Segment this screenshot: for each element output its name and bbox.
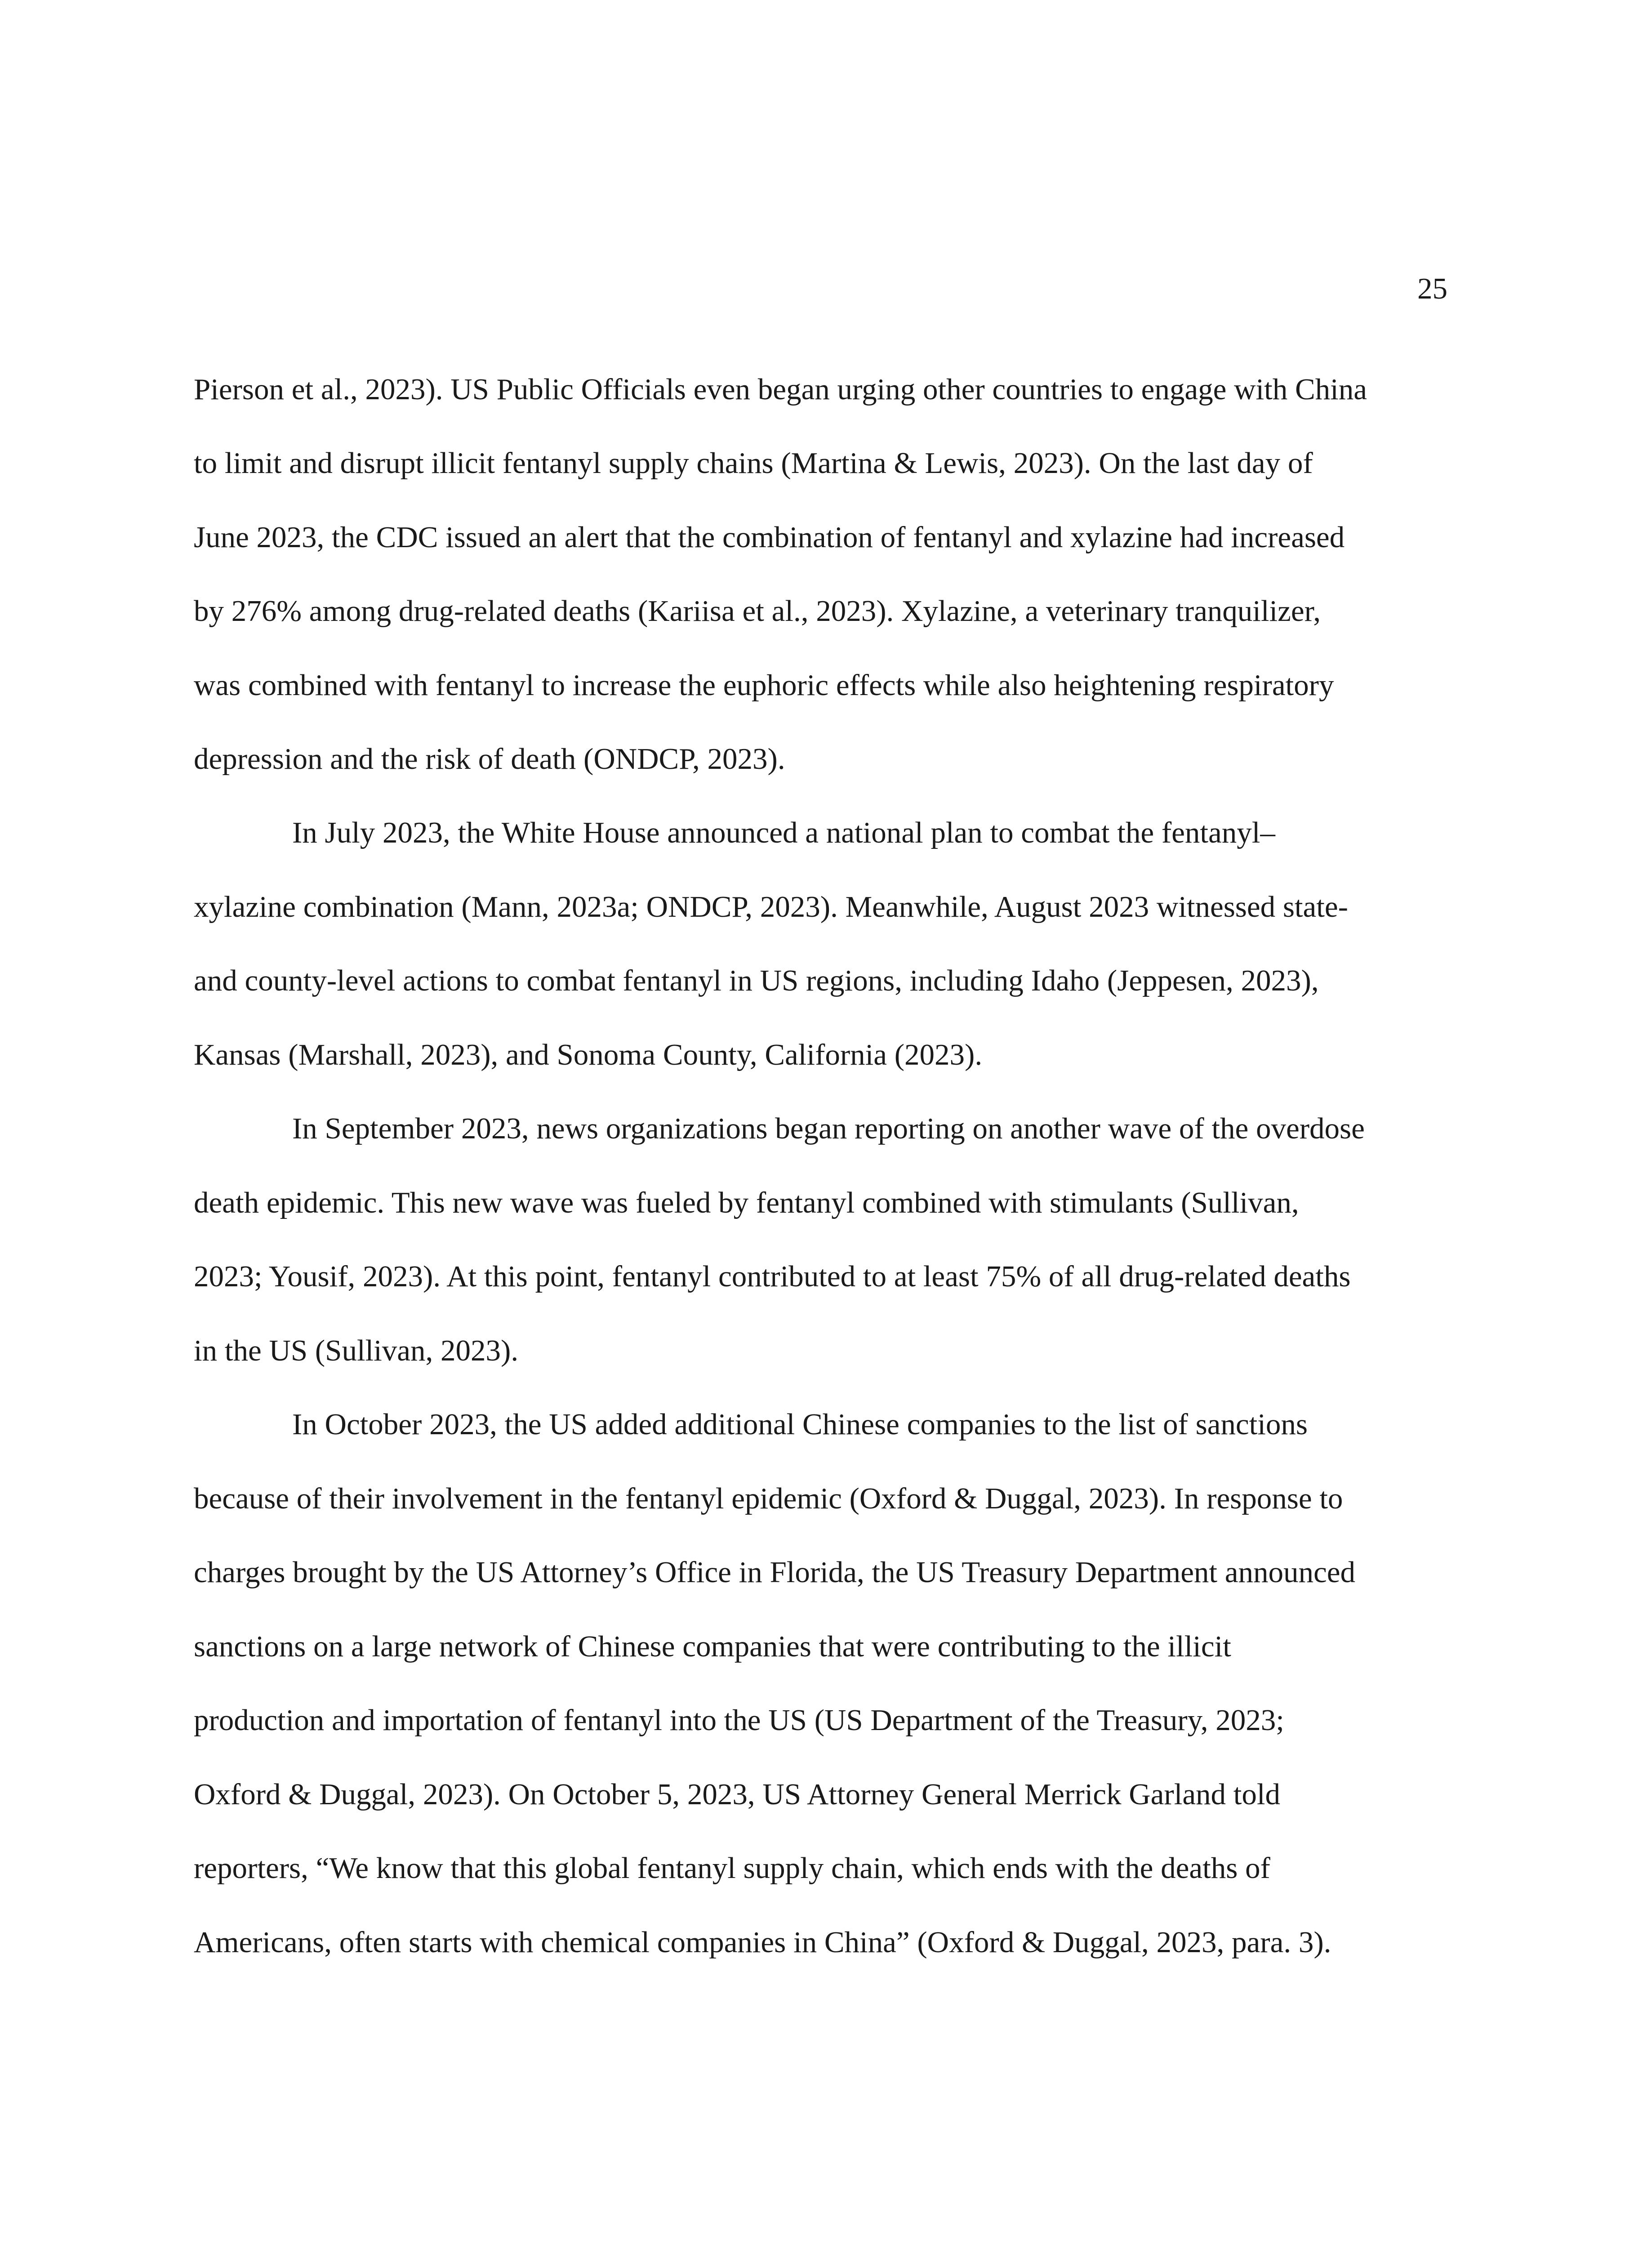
body-line: Pierson et al., 2023). US Public Officials even began urging other countries to engage with China [194, 373, 1367, 406]
body-line: reporters, “We know that this global fentanyl supply chain, which ends with the deaths of [194, 1851, 1270, 1885]
paragraph-first-line: In September 2023, news organizations began reporting on another wave of the overdose [292, 1112, 1365, 1145]
body-line: because of their involvement in the fentanyl epidemic (Oxford & Duggal, 2023). In response to [194, 1482, 1343, 1515]
body-line: xylazine combination (Mann, 2023a; ONDCP, 2023). Meanwhile, August 2023 witnessed state- [194, 890, 1348, 923]
body-line: to limit and disrupt illicit fentanyl supply chains (Martina & Lewis, 2023). On the last day of [194, 446, 1313, 480]
paragraph-first-line: In July 2023, the White House announced a national plan to combat the fentanyl– [292, 816, 1275, 849]
body-line: and county-level actions to combat fentanyl in US regions, including Idaho (Jeppesen, 2023), [194, 964, 1319, 997]
body-line: depression and the risk of death (ONDCP, 2023). [194, 742, 785, 776]
body-line: Kansas (Marshall, 2023), and Sonoma County, California (2023). [194, 1038, 983, 1071]
body-line: June 2023, the CDC issued an alert that the combination of fentanyl and xylazine had increased [194, 521, 1345, 554]
body-line: by 276% among drug-related deaths (Kariisa et al., 2023). Xylazine, a veterinary tranquilizer, [194, 594, 1321, 628]
body-line: was combined with fentanyl to increase the euphoric effects while also heightening respiratory [194, 669, 1334, 702]
body-line: production and importation of fentanyl into the US (US Department of the Treasury, 2023; [194, 1704, 1284, 1737]
body-line: in the US (Sullivan, 2023). [194, 1334, 519, 1367]
body-line: sanctions on a large network of Chinese companies that were contributing to the illicit [194, 1630, 1231, 1663]
body-line: 2023; Yousif, 2023). At this point, fentanyl contributed to at least 75% of all drug-related deaths [194, 1260, 1351, 1293]
body-line: Americans, often starts with chemical companies in China” (Oxford & Duggal, 2023, para. 3). [194, 1926, 1331, 1959]
page-number: 25 [1417, 272, 1447, 305]
body-line: death epidemic. This new wave was fueled by fentanyl combined with stimulants (Sullivan, [194, 1186, 1299, 1219]
paragraph-first-line: In October 2023, the US added additional Chinese companies to the list of sanctions [292, 1408, 1308, 1441]
body-line: Oxford & Duggal, 2023). On October 5, 2023, US Attorney General Merrick Garland told [194, 1778, 1281, 1811]
body-line: charges brought by the US Attorney’s Office in Florida, the US Treasury Department announced [194, 1556, 1356, 1589]
